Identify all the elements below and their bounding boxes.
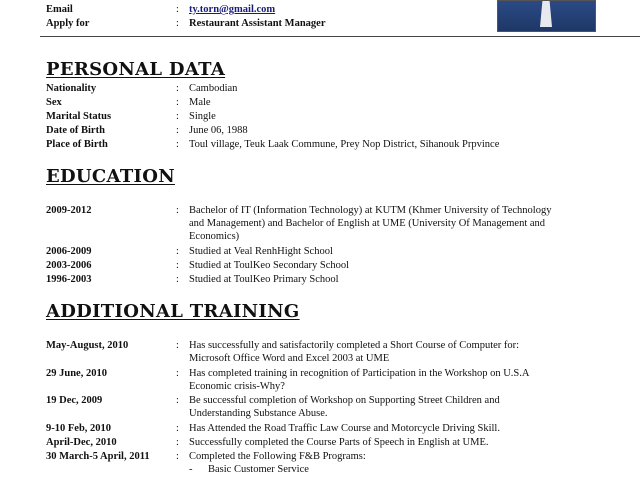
personal-label: Marital Status: [46, 111, 112, 122]
apply-label: Apply for: [46, 18, 90, 29]
colon: :: [176, 4, 179, 15]
colon: :: [176, 83, 179, 94]
education-label: 2003-2006: [46, 260, 92, 271]
personal-value: Toul village, Teuk Laak Commune, Prey Nop District, Sihanouk Prpvince: [189, 139, 500, 150]
personal-value: Single: [189, 111, 216, 122]
colon: :: [176, 368, 179, 379]
colon: :: [176, 274, 179, 285]
personal-value: Male: [189, 97, 211, 108]
colon: :: [176, 205, 179, 216]
education-label: 1996-2003: [46, 274, 92, 285]
colon: :: [176, 451, 179, 462]
education-value: Studied at Veal RenhHight School: [189, 246, 333, 257]
training-value: Be successful completion of Workshop on Supporting Street Children and Understanding Substance Abuse.: [189, 395, 500, 419]
colon: :: [176, 260, 179, 271]
training-value: Has completed training in recognition of Participation in the Workshop on U.S.A Economic crisis-Why?: [189, 368, 529, 392]
training-label: May-August, 2010: [46, 340, 129, 351]
personal-label: Sex: [46, 97, 62, 108]
colon: :: [176, 340, 179, 351]
email-link[interactable]: ty.torn@gmail.com: [189, 4, 276, 15]
colon: :: [176, 395, 179, 406]
training-label: April-Dec, 2010: [46, 437, 117, 448]
bullet-marker: -: [189, 464, 193, 475]
photo-tie-shape: [540, 1, 552, 27]
personal-value: Cambodian: [189, 83, 238, 94]
apply-value: Restaurant Assistant Manager: [189, 18, 326, 29]
personal-label: Nationality: [46, 83, 97, 94]
section-title-personal: PERSONAL DATA: [46, 59, 226, 80]
header-divider: [40, 36, 640, 37]
section-title-training: ADDITIONAL TRAINING: [46, 301, 300, 322]
personal-label: Place of Birth: [46, 139, 108, 150]
training-label: 9-10 Feb, 2010: [46, 423, 112, 434]
training-value: Has Attended the Road Traffic Law Course and Motorcycle Driving Skill.: [189, 423, 500, 434]
section-title-education: EDUCATION: [46, 166, 175, 187]
education-value: Bachelor of IT (Information Technology) at KUTM (Khmer University of Technology and Management) and Bachelor of English at UME (University Of Management and Economics): [189, 205, 552, 242]
training-value: Completed the Following F&B Programs:: [189, 451, 366, 462]
colon: :: [176, 423, 179, 434]
training-label: 19 Dec, 2009: [46, 395, 103, 406]
personal-label: Date of Birth: [46, 125, 105, 136]
personal-value: June 06, 1988: [189, 125, 248, 136]
colon: :: [176, 111, 179, 122]
education-value: Studied at ToulKeo Secondary School: [189, 260, 350, 271]
colon: :: [176, 125, 179, 136]
training-label: 30 March-5 April, 2011: [46, 451, 150, 462]
colon: :: [176, 437, 179, 448]
colon: :: [176, 97, 179, 108]
training-value: Successfully completed the Course Parts of Speech in English at UME.: [189, 437, 489, 448]
bullet-text: Basic Customer Service: [208, 464, 309, 475]
profile-photo: [497, 0, 596, 32]
colon: :: [176, 139, 179, 150]
email-label: Email: [46, 4, 73, 15]
education-label: 2009-2012: [46, 205, 92, 216]
education-value: Studied at ToulKeo Primary School: [189, 274, 339, 285]
training-value: Has successfully and satisfactorily completed a Short Course of Computer for: Microsoft Office Word and Excel 2003 at UME: [189, 340, 520, 364]
training-label: 29 June, 2010: [46, 368, 107, 379]
colon: :: [176, 18, 179, 29]
colon: :: [176, 246, 179, 257]
education-label: 2006-2009: [46, 246, 92, 257]
